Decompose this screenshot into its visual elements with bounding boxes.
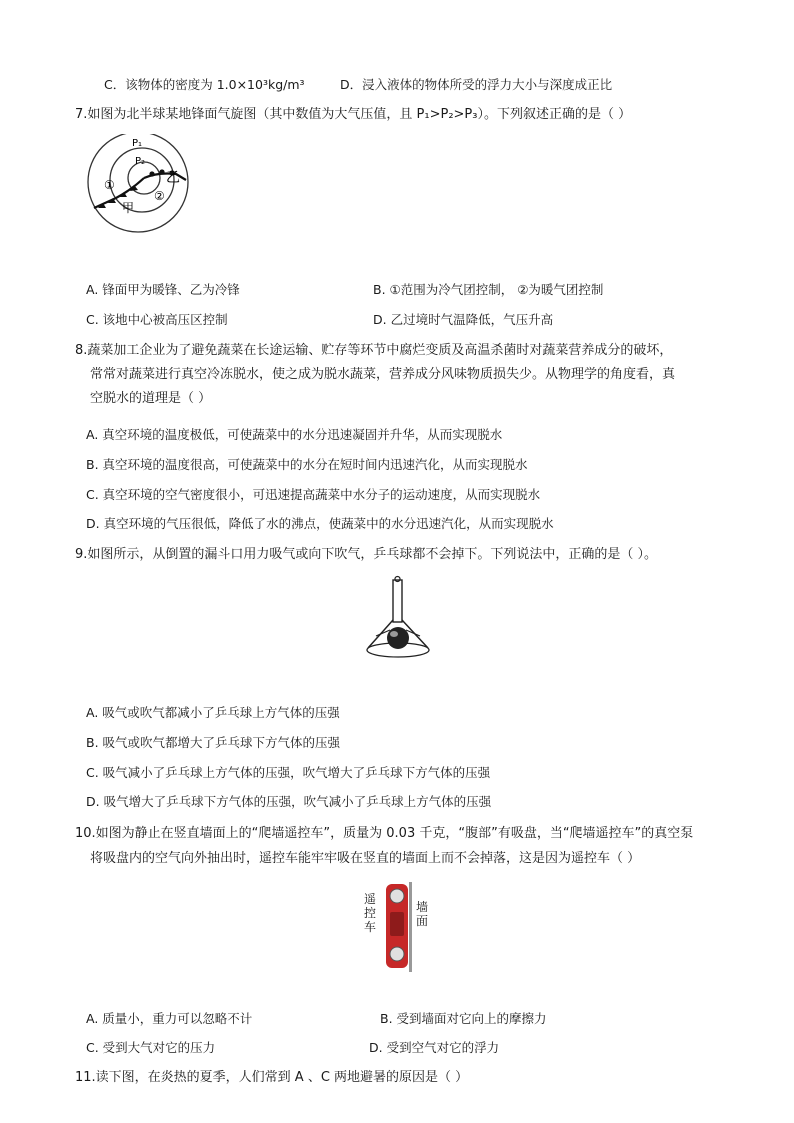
label-region-1: ① <box>104 178 115 192</box>
wall-surface <box>409 882 412 972</box>
q7-option-d: D. 乙过境时气温降低，气压升高 <box>373 312 554 327</box>
wall-climbing-car <box>380 882 414 972</box>
q8-option-c: C. 真空环境的空气密度很小，可迅速提高蔬菜中水分子的运动速度，从而实现脱水 <box>86 487 541 502</box>
ball-highlight <box>390 631 398 637</box>
q9-stem: 9.如图所示，从倒置的漏斗口用力吸气或向下吹气，乒乓球都不会掉下。下列说法中，正确的是（ ）。 <box>75 547 658 562</box>
label-remote-car: 遥控车 <box>364 892 377 934</box>
car-wheel-bottom <box>390 947 404 961</box>
q8-stem-line1: 8.蔬菜加工企业为了避免蔬菜在长途运输、贮存等环节中腐烂变质及高温杀菌时对蔬菜营养成分的破坏， <box>75 343 673 358</box>
q10-option-a: A. 质量小，重力可以忽略不计 <box>86 1011 253 1026</box>
q7-option-a: A. 锋面甲为暖锋、乙为冷锋 <box>86 282 240 297</box>
q10-option-c: C. 受到大气对它的压力 <box>86 1040 216 1055</box>
q9-option-a: A. 吸气或吹气都减小了乒乓球上方气体的压强 <box>86 705 340 720</box>
label-jia: 甲 <box>122 201 135 215</box>
label-wall: 墙面 <box>416 900 429 928</box>
q7-option-c: C. 该地中心被高压区控制 <box>86 312 228 327</box>
q8-option-d: D. 真空环境的气压很低，降低了水的沸点，使蔬菜中的水分迅速汽化，从而实现脱水 <box>86 516 554 531</box>
q6-option-d: D．浸入液体的物体所受的浮力大小与深度成正比 <box>340 77 613 92</box>
q7-cyclone-figure <box>86 134 196 234</box>
warm-front-semicircle <box>159 169 164 174</box>
q9-funnel-figure <box>362 574 434 660</box>
q7-stem: 7.如图为北半球某地锋面气旋图（其中数值为大气压值，且 P₁>P₂>P₃）。下列叙述正确的是（ ） <box>75 107 632 122</box>
label-p1: P₁ <box>132 138 143 149</box>
label-region-2: ② <box>154 189 165 203</box>
q10-option-b: B. 受到墙面对它向上的摩擦力 <box>380 1011 547 1026</box>
car-wheel-top <box>390 889 404 903</box>
q10-wall-car-figure <box>362 882 438 972</box>
q10-stem-line2: 将吸盘内的空气向外抽出时，遥控车能牢牢吸在竖直的墙面上而不会掉落，这是因为遥控车（ ） <box>90 851 641 866</box>
car-window <box>390 912 404 936</box>
funnel-diagram <box>362 574 434 660</box>
ping-pong-ball <box>387 627 409 649</box>
q10-stem-line1: 10.如图为静止在竖直墙面上的“爬墙遥控车”，质量为 0.03 千克，“腹部”有吸盘，当“爬墙遥控车”的真空泵 <box>75 826 694 841</box>
label-p2: P₂ <box>135 156 146 167</box>
q9-option-d: D. 吸气增大了乒乓球下方气体的压强，吹气减小了乒乓球上方气体的压强 <box>86 794 492 809</box>
q11-stem: 11.读下图，在炎热的夏季，人们常到 A 、C 两地避暑的原因是（ ） <box>75 1070 469 1085</box>
q10-option-d: D. 受到空气对它的浮力 <box>369 1040 500 1055</box>
q9-option-c: C. 吸气减小了乒乓球上方气体的压强，吹气增大了乒乓球下方气体的压强 <box>86 765 491 780</box>
q8-option-a: A. 真空环境的温度极低，可使蔬菜中的水分迅速凝固并升华，从而实现脱水 <box>86 427 503 442</box>
q6-option-c: C．该物体的密度为 1.0×10³kg/m³ <box>104 77 305 92</box>
q7-option-b: B. ①范围为冷气团控制， ②为暖气团控制 <box>373 282 604 297</box>
q8-stem-line3: 空脱水的道理是（ ） <box>90 391 212 406</box>
label-yi: 乙 <box>166 170 180 186</box>
q9-option-b: B. 吸气或吹气都增大了乒乓球下方气体的压强 <box>86 735 341 750</box>
funnel-mouth <box>395 577 400 582</box>
funnel-stem <box>393 580 402 622</box>
front-jia <box>94 178 144 208</box>
q8-option-b: B. 真空环境的温度很高，可使蔬菜中的水分在短时间内迅速汽化，从而实现脱水 <box>86 457 528 472</box>
q8-stem-line2: 常常对蔬菜进行真空冷冻脱水，使之成为脱水蔬菜，营养成分风味物质损失少。从物理学的角度看，真 <box>90 367 676 382</box>
warm-front-semicircle <box>149 171 154 176</box>
cyclone-diagram <box>86 134 196 234</box>
